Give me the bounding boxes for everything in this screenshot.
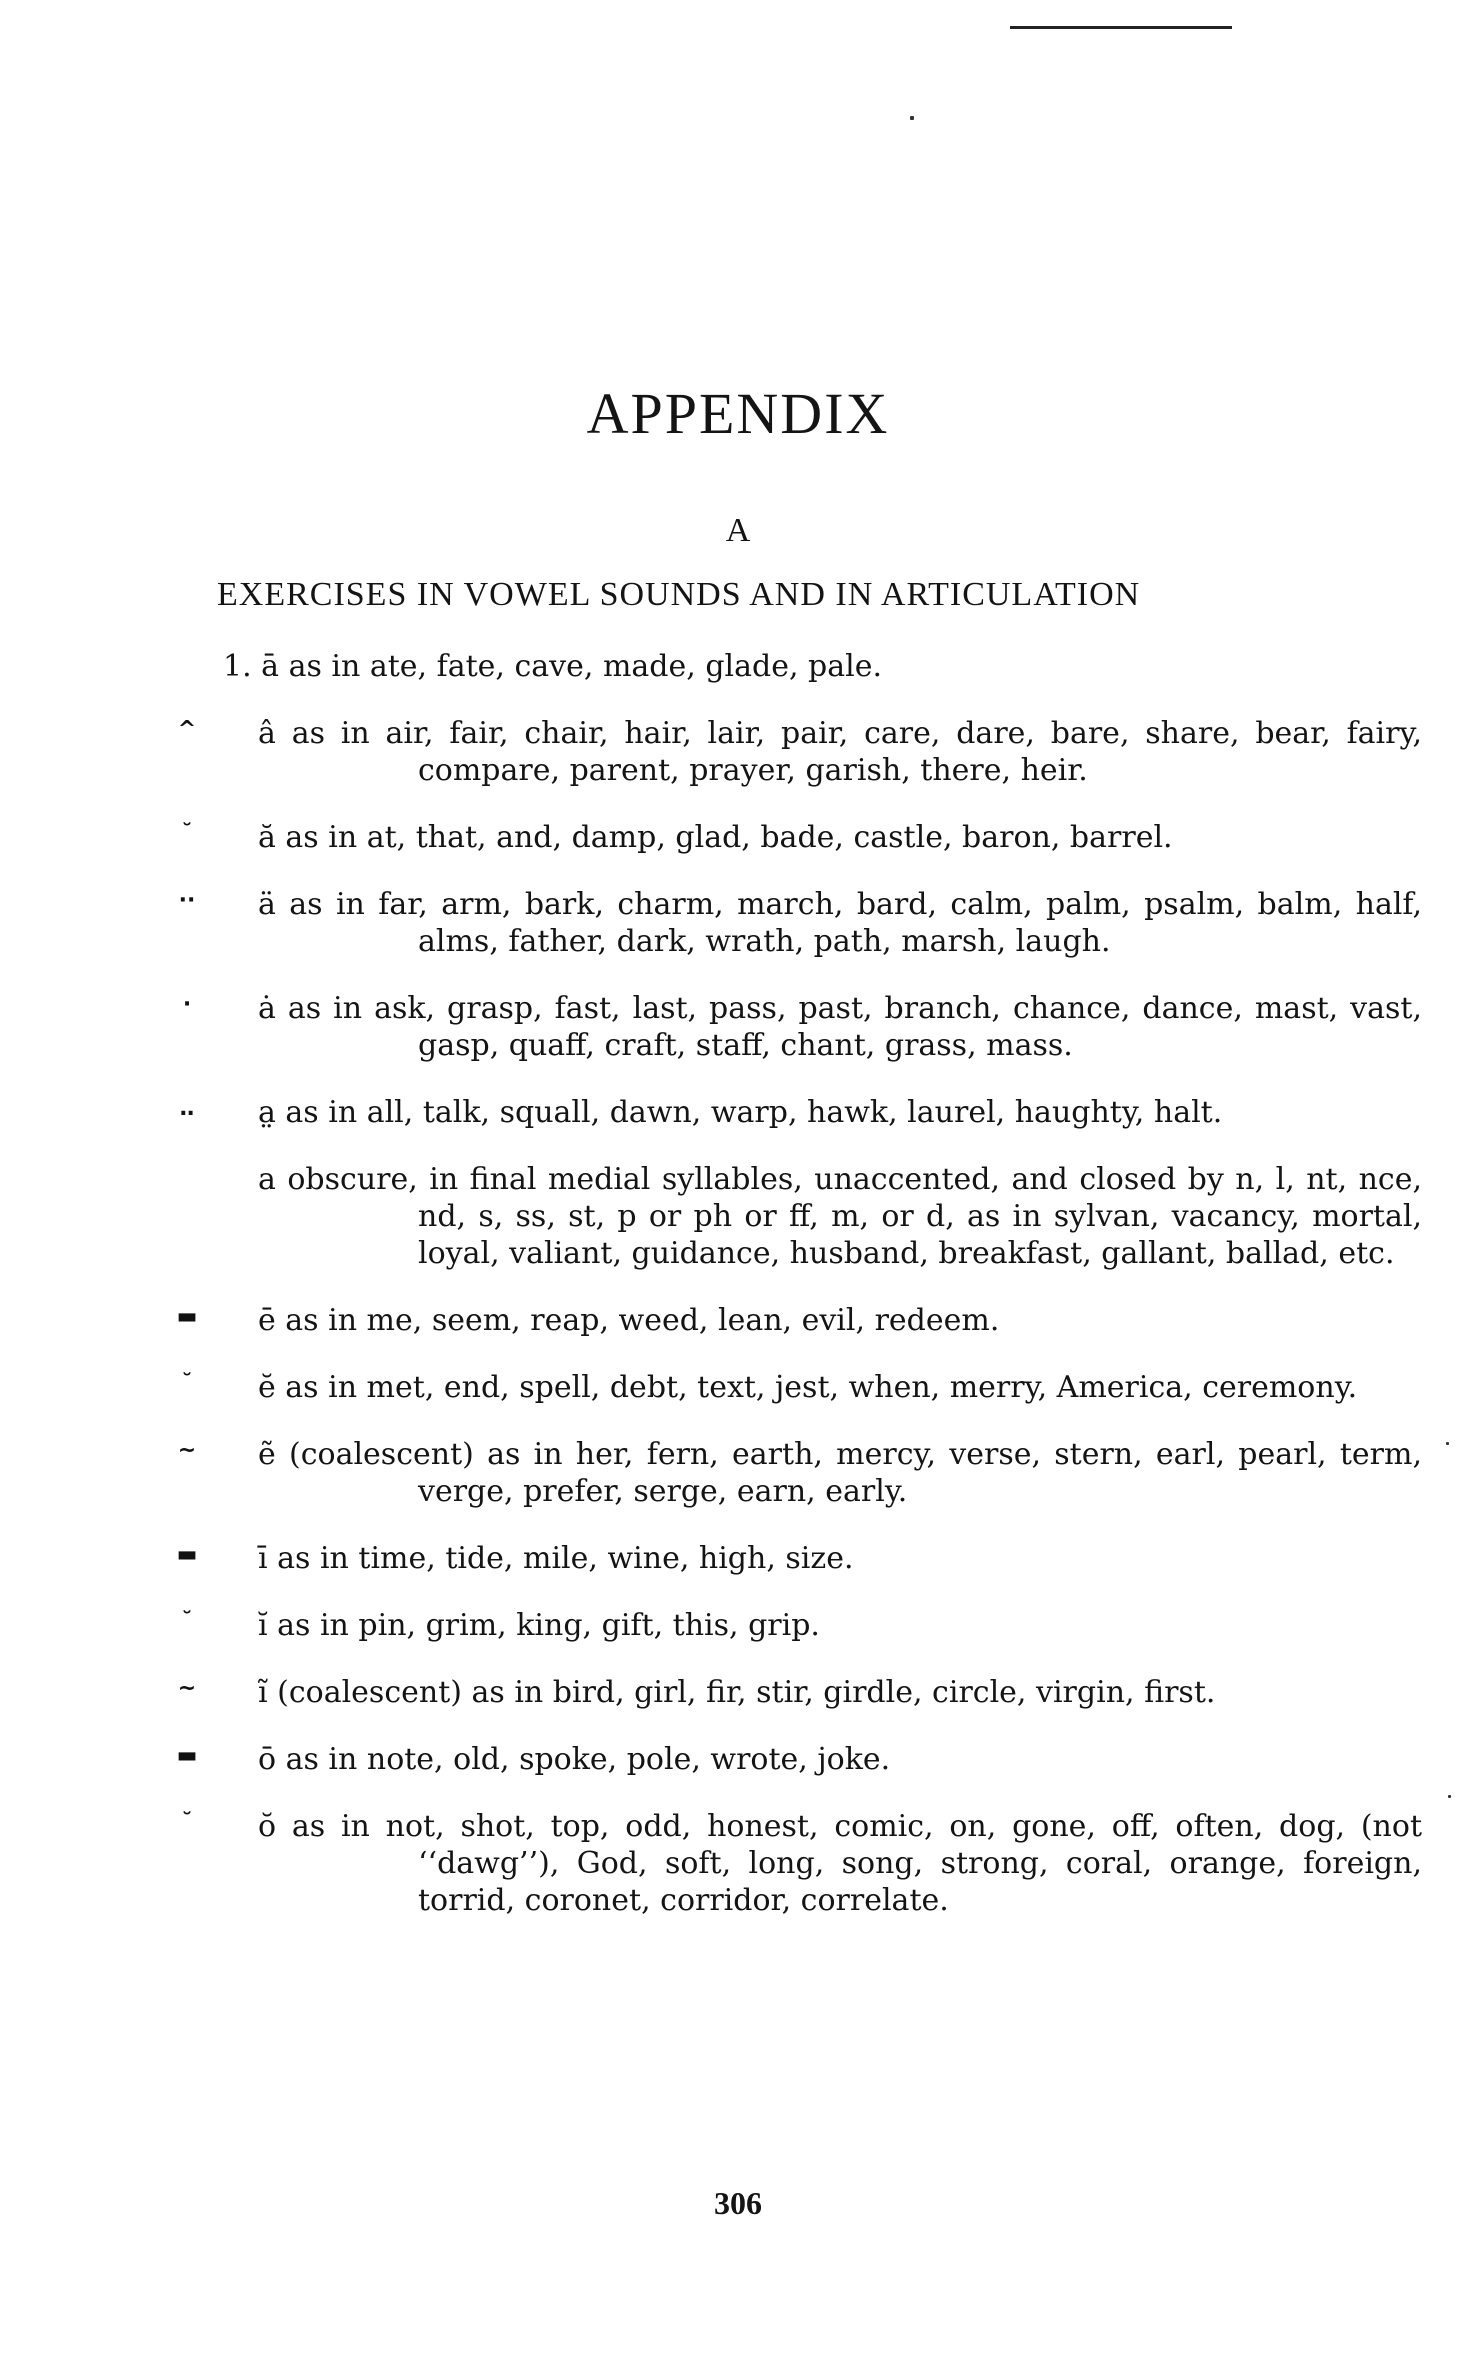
section-letter: A bbox=[725, 512, 751, 549]
entry-text: ē as in me, seem, reap, weed, lean, evil, redeem. bbox=[258, 1303, 1000, 1338]
list-item bbox=[176, 1302, 1422, 1339]
print-speck bbox=[910, 116, 914, 120]
list-item bbox=[223, 648, 1422, 685]
list-item bbox=[182, 990, 1422, 1064]
list-item bbox=[177, 715, 1422, 789]
page-number: 306 bbox=[714, 2185, 762, 2221]
entry-text: ẽ (coalescent) as in her, fern, earth, mercy, verse, stern, earl, pearl, term, verge, prefer, serge, earn, early. bbox=[258, 1437, 1422, 1509]
list-item bbox=[181, 1369, 1422, 1406]
entry-text: ī as in time, tide, mile, wine, high, size. bbox=[258, 1541, 854, 1576]
entry-text: 1. ā as in ate, fate, cave, made, glade, pale. bbox=[223, 649, 883, 684]
margin-mark: ˘ bbox=[181, 1371, 193, 1396]
entry-text: ō as in note, old, spoke, pole, wrote, joke. bbox=[258, 1742, 891, 1777]
margin-mark: ˘ bbox=[181, 821, 193, 846]
entry-text: â as in air, fair, chair, hair, lair, pair, care, dare, bare, share, bear, fairy, compare, parent, prayer, garish, there, heir. bbox=[258, 716, 1422, 788]
list-item bbox=[176, 1540, 1422, 1577]
margin-mark: ·· bbox=[178, 888, 196, 913]
list-item bbox=[181, 1808, 1422, 1919]
margin-mark: ~ bbox=[177, 1438, 197, 1463]
section-subtitle: EXERCISES IN VOWEL SOUNDS AND IN ARTICULATION bbox=[217, 576, 1141, 613]
entry-text: ŏ as in not, shot, top, odd, honest, comic, on, gone, off, often, dog, (not ‘‘dawg’’), God, soft, long, song, strong, coral, orange, foreign, torrid, coronet, corridor, correlate. bbox=[258, 1809, 1422, 1918]
list-item bbox=[177, 1674, 1422, 1711]
list-item bbox=[178, 886, 1422, 960]
margin-mark: ▬ bbox=[176, 1304, 198, 1329]
margin-mark: ˘ bbox=[181, 1609, 193, 1634]
entry-text: ă as in at, that, and, damp, glad, bade, castle, baron, barrel. bbox=[258, 820, 1173, 855]
entry-text: ä as in far, arm, bark, charm, march, bard, calm, palm, psalm, balm, half, alms, father, dark, wrath, path, marsh, laugh. bbox=[258, 887, 1422, 959]
entry-text: ĕ as in met, end, spell, debt, text, jest, when, merry, America, ceremony. bbox=[258, 1370, 1358, 1405]
margin-mark: ˘ bbox=[181, 1810, 193, 1835]
list-item bbox=[176, 1741, 1422, 1778]
margin-mark: · bbox=[182, 992, 192, 1017]
entry-text: a̤ as in all, talk, squall, dawn, warp, hawk, laurel, haughty, halt. bbox=[258, 1095, 1223, 1130]
list-item bbox=[179, 1094, 1422, 1131]
margin-mark: ▬ bbox=[176, 1542, 198, 1567]
vowel-exercise-list bbox=[0, 648, 1476, 1949]
list-item bbox=[181, 819, 1422, 856]
list-item bbox=[177, 1436, 1422, 1510]
margin-mark: ‥ bbox=[179, 1096, 195, 1121]
list-item bbox=[258, 1161, 1422, 1272]
appendix-title: APPENDIX bbox=[586, 381, 890, 446]
entry-text: a obscure, in final medial syllables, unaccented, and closed by n, l, nt, nce, nd, s, ss, st, p or ph or ff, m, or d, as in sylvan, vacancy, mortal, loyal, valiant, guidance, husband, breakfast, gallant, ballad, etc. bbox=[258, 1162, 1422, 1271]
list-item bbox=[181, 1607, 1422, 1644]
entry-text: ĭ as in pin, grim, king, gift, this, grip. bbox=[258, 1608, 820, 1643]
top-rule bbox=[1010, 26, 1232, 29]
entry-text: ĩ (coalescent) as in bird, girl, fir, stir, girdle, circle, virgin, first. bbox=[258, 1675, 1216, 1710]
margin-mark: ▬ bbox=[176, 1743, 198, 1768]
margin-mark: ~ bbox=[177, 1676, 197, 1701]
entry-text: ȧ as in ask, grasp, fast, last, pass, past, branch, chance, dance, mast, vast, gasp, quaff, craft, staff, chant, grass, mass. bbox=[258, 991, 1422, 1063]
margin-mark: ^ bbox=[177, 717, 197, 742]
